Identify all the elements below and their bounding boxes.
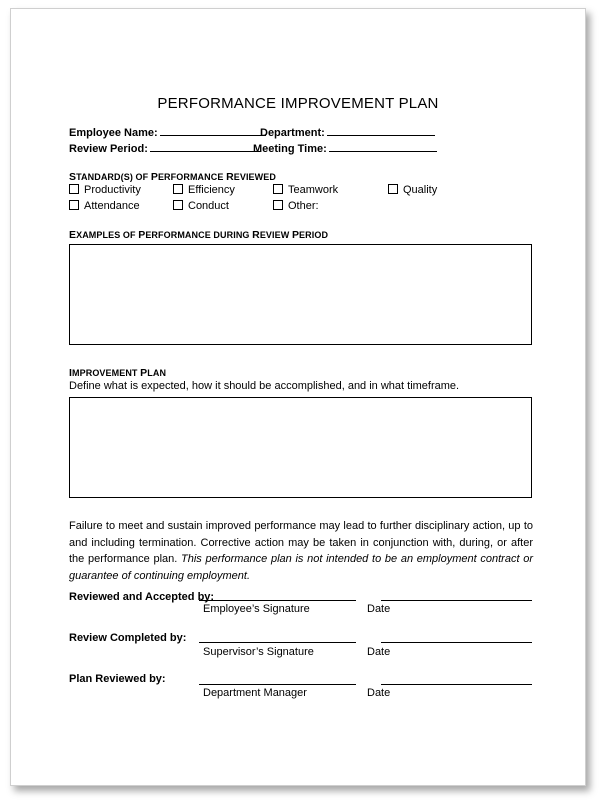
- improvement-plan-textbox[interactable]: [69, 397, 532, 498]
- review-completed-label: Review Completed by:: [69, 632, 187, 644]
- standards-heading: STANDARD(S) OF PERFORMANCE REVIEWED: [69, 171, 276, 183]
- employee-date-line[interactable]: [381, 600, 532, 601]
- examples-textbox[interactable]: [69, 244, 532, 345]
- supervisor-date-line[interactable]: [381, 642, 532, 643]
- meeting-time-line[interactable]: [329, 141, 437, 152]
- supervisor-date-caption: Date: [367, 646, 391, 658]
- examples-heading: EXAMPLES OF PERFORMANCE DURING REVIEW PERIOD: [69, 229, 329, 241]
- employee-name-label: Employee Name:: [69, 127, 158, 139]
- meeting-time-field[interactable]: [253, 141, 437, 155]
- manager-date-line[interactable]: [381, 684, 532, 685]
- improvement-plan-heading: IMPROVEMENT PLAN: [69, 367, 167, 379]
- disclaimer-text: Failure to meet and sustain improved performance may lead to further disciplinary action, up to and including termination. Corrective action may be taken in conjunction with, during, or after the performance plan.: [69, 520, 533, 565]
- disclaimer-italic-text: This performance plan is not intended to be an employment contract or guarantee of continuing employment.: [69, 553, 533, 582]
- form-page: [10, 8, 586, 786]
- manager-signature-line[interactable]: [199, 684, 356, 685]
- employee-name-field[interactable]: [69, 125, 266, 139]
- checkbox-box[interactable]: [173, 184, 183, 194]
- supervisor-signature-line[interactable]: [199, 642, 356, 643]
- checkbox-box[interactable]: [173, 200, 183, 210]
- checkbox-box[interactable]: [388, 184, 398, 194]
- checkbox-efficiency[interactable]: Efficiency: [173, 184, 235, 196]
- supervisor-signature-caption: Supervisor’s Signature: [203, 646, 314, 658]
- checkbox-productivity[interactable]: Productivity: [69, 184, 141, 196]
- department-field[interactable]: [260, 125, 435, 139]
- checkbox-teamwork[interactable]: Teamwork: [273, 184, 338, 196]
- review-period-line[interactable]: [150, 141, 260, 152]
- manager-signature-caption: Department Manager: [203, 687, 307, 699]
- checkbox-box[interactable]: [69, 184, 79, 194]
- disclaimer-paragraph: [69, 518, 533, 584]
- checkbox-quality[interactable]: Quality: [388, 184, 437, 196]
- checkbox-box[interactable]: [69, 200, 79, 210]
- checkbox-attendance[interactable]: Attendance: [69, 200, 140, 212]
- improvement-plan-instruction: Define what is expected, how it should be accomplished, and in what timeframe.: [69, 380, 460, 392]
- plan-reviewed-label: Plan Reviewed by:: [69, 673, 166, 685]
- department-label: Department:: [260, 127, 325, 139]
- page-title: PERFORMANCE IMPROVEMENT PLAN: [157, 95, 439, 112]
- employee-signature-caption: Employee’s Signature: [203, 603, 310, 615]
- department-line[interactable]: [327, 125, 435, 136]
- checkbox-conduct[interactable]: Conduct: [173, 200, 229, 212]
- manager-date-caption: Date: [367, 687, 391, 699]
- employee-signature-line[interactable]: [199, 600, 356, 601]
- review-period-label: Review Period:: [69, 143, 148, 155]
- reviewed-accepted-label: Reviewed and Accepted by:: [69, 591, 215, 603]
- employee-name-line[interactable]: [160, 125, 266, 136]
- checkbox-other[interactable]: Other:: [273, 200, 319, 212]
- checkbox-box[interactable]: [273, 200, 283, 210]
- meeting-time-label: Meeting Time:: [253, 143, 327, 155]
- review-period-field[interactable]: [69, 141, 260, 155]
- employee-date-caption: Date: [367, 603, 391, 615]
- checkbox-box[interactable]: [273, 184, 283, 194]
